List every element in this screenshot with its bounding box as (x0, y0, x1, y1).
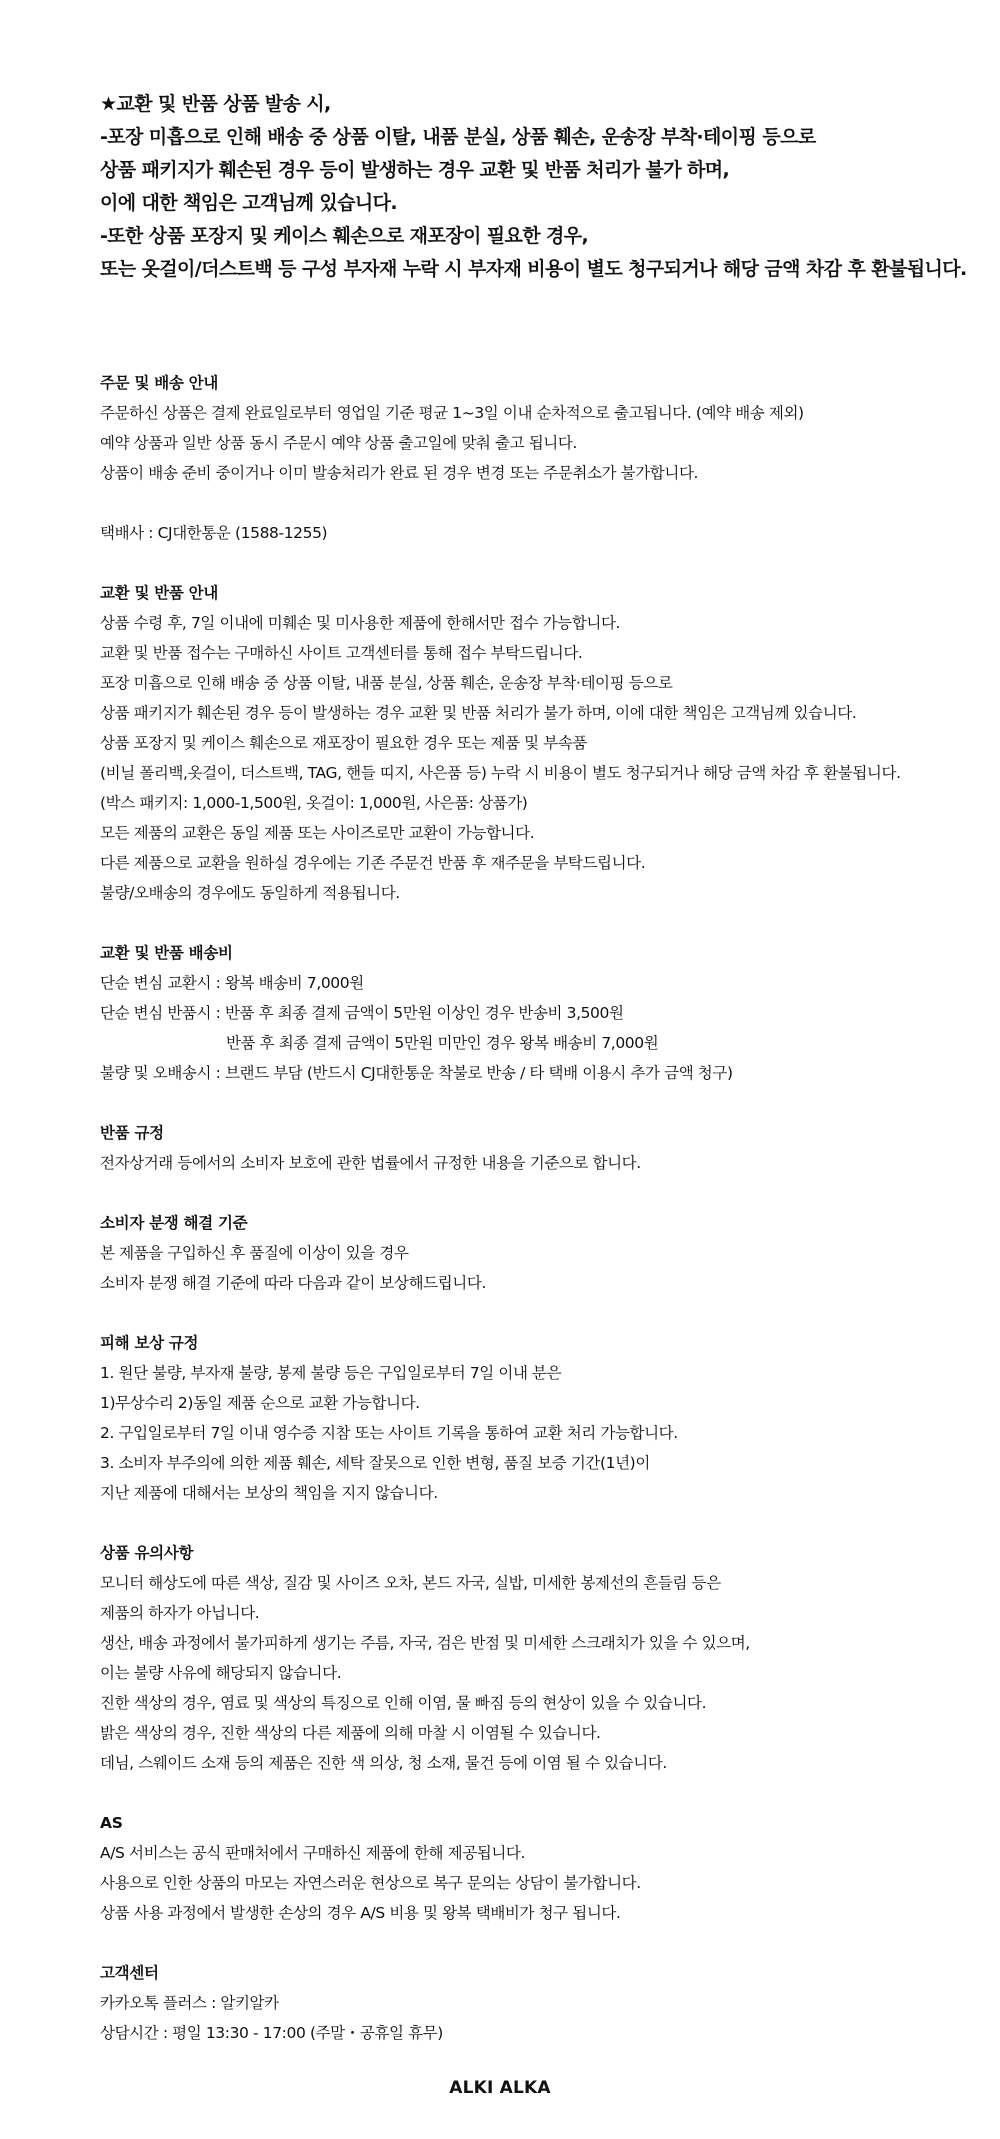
return-rule-section (100, 1118, 980, 1178)
compensation-section (100, 1328, 980, 1508)
as-section (100, 1808, 980, 1928)
text-line: (박스 패키지: 1,000-1,500원, 옷걸이: 1,000원, 사은품: 상품가) (100, 794, 528, 812)
notice-line: 또는 옷걸이/더스트백 등 구성 부자재 누락 시 부자재 비용이 별도 청구되거나 해당 금액 차감 후 환불됩니다. (100, 258, 967, 280)
text-line: 상품 포장지 및 케이스 훼손으로 재포장이 필요한 경우 또는 제품 및 부속품 (100, 734, 587, 752)
text-line: 본 제품을 구입하신 후 품질에 이상이 있을 경우 (100, 1244, 409, 1262)
text-line: 불량 및 오배송시 : 브랜드 부담 (반드시 CJ대한통운 착불로 반송 / 타 택배 이용시 추가 금액 청구) (100, 1064, 733, 1082)
text-line: 단순 변심 반품시 : 반품 후 최종 결제 금액이 5만원 이상인 경우 반송비 3,500원 (100, 1004, 624, 1022)
section-title: 주문 및 배송 안내 (100, 374, 219, 392)
text-line: 2. 구입일로부터 7일 이내 영수증 지참 또는 사이트 기록을 통하여 교환 처리 가능합니다. (100, 1424, 678, 1442)
text-line: 단순 변심 교환시 : 왕복 배송비 7,000원 (100, 974, 364, 992)
notice-line: -또한 상품 포장지 및 케이스 훼손으로 재포장이 필요한 경우, (100, 225, 589, 247)
order-shipping-section (100, 368, 980, 548)
text-line: 밝은 색상의 경우, 진한 색상의 다른 제품에 의해 마찰 시 이염될 수 있습니다. (100, 1724, 601, 1742)
section-title: 교환 및 반품 안내 (100, 584, 219, 602)
section-title: 상품 유의사항 (100, 1544, 194, 1562)
section-title: 피해 보상 규정 (100, 1334, 199, 1352)
text-line: A/S 서비스는 공식 판매처에서 구매하신 제품에 한해 제공됩니다. (100, 1844, 526, 1862)
dispute-section (100, 1208, 980, 1298)
text-line: 불량/오배송의 경우에도 동일하게 적용됩니다. (100, 884, 400, 902)
text-line: 이는 불량 사유에 해당되지 않습니다. (100, 1664, 342, 1682)
business-hours-line: 상담시간 : 평일 13:30 - 17:00 (주말・공휴일 휴무) (100, 2024, 443, 2042)
section-title: AS (100, 1814, 123, 1832)
text-line: 생산, 배송 과정에서 불가피하게 생기는 주름, 자국, 검은 반점 및 미세한 스크래치가 있을 수 있으며, (100, 1634, 750, 1652)
text-line: 상품 수령 후, 7일 이내에 미훼손 및 미사용한 제품에 한해서만 접수 가능합니다. (100, 614, 621, 632)
text-line: 소비자 분쟁 해결 기준에 따라 다음과 같이 보상해드립니다. (100, 1274, 486, 1292)
section-title: 고객센터 (100, 1964, 159, 1982)
text-line: 데님, 스웨이드 소재 등의 제품은 진한 색 의상, 청 소재, 물건 등에 이염 될 수 있습니다. (100, 1754, 667, 1772)
text-line: 진한 색상의 경우, 염료 및 색상의 특징으로 인해 이염, 물 빠짐 등의 현상이 있을 수 있습니다. (100, 1694, 707, 1712)
courier-line: 택배사 : CJ대한통운 (1588-1255) (100, 524, 328, 542)
product-caution-section (100, 1538, 980, 1778)
text-line: 주문하신 상품은 결제 완료일로부터 영업일 기준 평균 1~3일 이내 순차적으로 출고됩니다. (예약 배송 제외) (100, 404, 804, 422)
text-line: 1)무상수리 2)동일 제품 순으로 교환 가능합니다. (100, 1394, 420, 1412)
text-line: 모든 제품의 교환은 동일 제품 또는 사이즈로만 교환이 가능합니다. (100, 824, 535, 842)
return-shipping-notice (100, 88, 980, 286)
text-line: 모니터 해상도에 따른 색상, 질감 및 사이즈 오차, 본드 자국, 실밥, 미세한 봉제선의 흔들림 등은 (100, 1574, 721, 1592)
text-line: 교환 및 반품 접수는 구매하신 사이트 고객센터를 통해 접수 부탁드립니다. (100, 644, 583, 662)
text-line: (비닐 폴리백,옷걸이, 더스트백, TAG, 핸들 띠지, 사은품 등) 누락 시 비용이 별도 청구되거나 해당 금액 차감 후 환불됩니다. (100, 764, 901, 782)
text-line: 상품 패키지가 훼손된 경우 등이 발생하는 경우 교환 및 반품 처리가 불가 하며, 이에 대한 책임은 고객님께 있습니다. (100, 704, 857, 722)
text-line: 지난 제품에 대해서는 보상의 책임을 지지 않습니다. (100, 1484, 438, 1502)
shipping-fee-section (100, 938, 980, 1088)
text-line: 1. 원단 불량, 부자재 불량, 봉제 불량 등은 구입일로부터 7일 이내 분은 (100, 1364, 562, 1382)
customer-center-section (100, 1958, 980, 2048)
text-line: 제품의 하자가 아닙니다. (100, 1604, 260, 1622)
text-line: 사용으로 인한 상품의 마모는 자연스러운 현상으로 복구 문의는 상담이 불가합니다. (100, 1874, 641, 1892)
section-title: 반품 규정 (100, 1124, 164, 1142)
notice-line: 이에 대한 책임은 고객님께 있습니다. (100, 192, 397, 214)
section-title: 교환 및 반품 배송비 (100, 944, 233, 962)
section-title: 소비자 분쟁 해결 기준 (100, 1214, 248, 1232)
kakao-channel-line: 카카오톡 플러스 : 알키알카 (100, 1994, 279, 2012)
text-line: 예약 상품과 일반 상품 동시 주문시 예약 상품 출고일에 맞춰 출고 됩니다. (100, 434, 577, 452)
text-line: 다른 제품으로 교환을 원하실 경우에는 기존 주문건 반품 후 재주문을 부탁드립니다. (100, 854, 646, 872)
notice-line: 상품 패키지가 훼손된 경우 등이 발생하는 경우 교환 및 반품 처리가 불가 하며, (100, 159, 730, 181)
notice-line: -포장 미흡으로 인해 배송 중 상품 이탈, 내품 분실, 상품 훼손, 운송장 부착·테이핑 등으로 (100, 126, 816, 148)
text-line: 반품 후 최종 결제 금액이 5만원 미만인 경우 왕복 배송비 7,000원 (226, 1034, 659, 1052)
text-line: 3. 소비자 부주의에 의한 제품 훼손, 세탁 잘못으로 인한 변형, 품질 보증 기간(1년)이 (100, 1454, 650, 1472)
notice-line: ★교환 및 반품 상품 발송 시, (100, 93, 331, 115)
brand-name: ALKI ALKA (449, 2078, 551, 2098)
text-line: 포장 미흡으로 인해 배송 중 상품 이탈, 내품 분실, 상품 훼손, 운송장 부착·테이핑 등으로 (100, 674, 673, 692)
policy-page (100, 88, 980, 2078)
text-line (100, 488, 980, 518)
text-line: 상품이 배송 준비 중이거나 이미 발송처리가 완료 된 경우 변경 또는 주문취소가 불가합니다. (100, 464, 699, 482)
exchange-return-section (100, 578, 980, 908)
text-line: 상품 사용 과정에서 발생한 손상의 경우 A/S 비용 및 왕복 택배비가 청구 됩니다. (100, 1904, 621, 1922)
text-line: 전자상거래 등에서의 소비자 보호에 관한 법률에서 규정한 내용을 기준으로 합니다. (100, 1154, 641, 1172)
